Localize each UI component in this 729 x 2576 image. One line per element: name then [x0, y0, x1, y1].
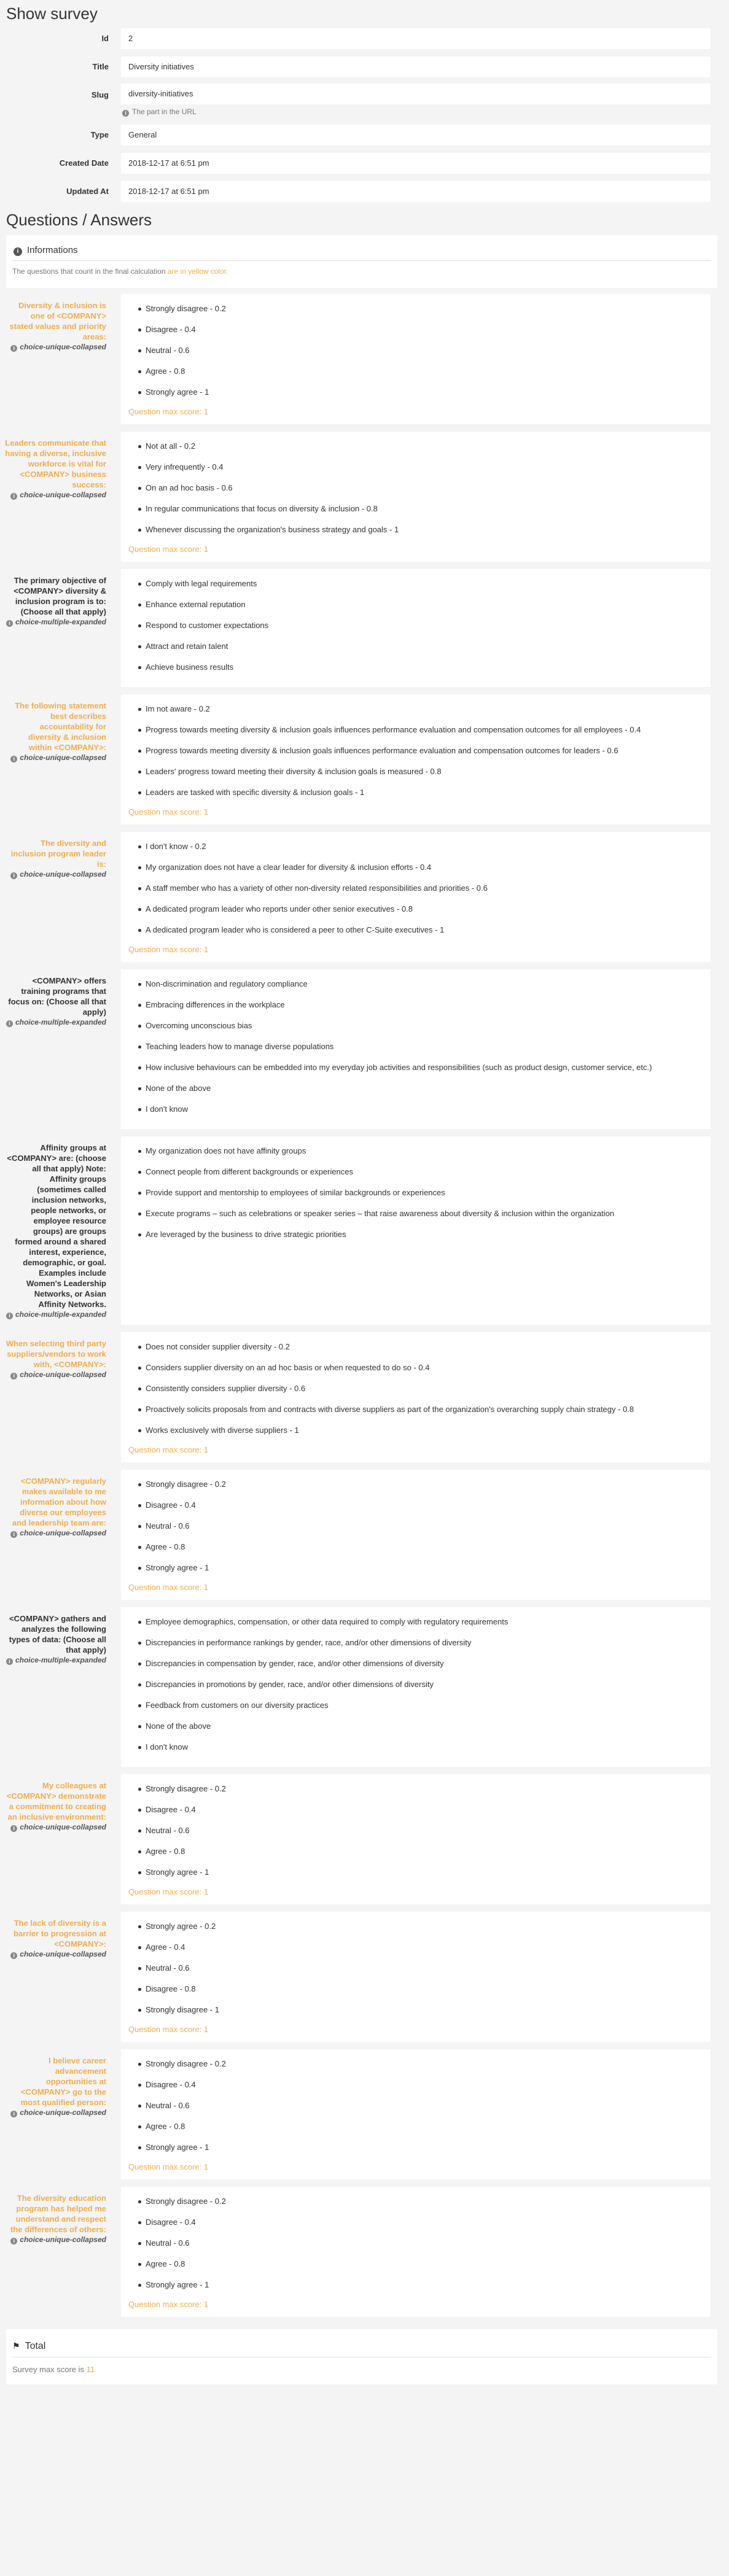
- answer-item: I don't know: [127, 1102, 704, 1123]
- question-row: [0, 294, 729, 424]
- answer-item: Provide support and mentorship to employees of similar backgrounds or experiences: [127, 1185, 704, 1206]
- answer-item: Strongly agree - 1: [127, 1865, 704, 1886]
- question-text: Leaders communicate that having a diverse, inclusive workforce is vital for <COMPANY> business success:: [5, 438, 106, 489]
- answer-item: Disagree - 0.4: [127, 322, 704, 343]
- question-type: [5, 1370, 106, 1380]
- field-row: [0, 180, 729, 203]
- question-type: [5, 2235, 106, 2245]
- question-max-score: Question max score: 1: [128, 2025, 209, 2034]
- answer-item: Strongly agree - 1: [127, 1561, 704, 1581]
- question-type-label: choice-unique-collapsed: [20, 2235, 106, 2244]
- answer-list: [127, 839, 704, 944]
- field-row: [0, 83, 729, 118]
- question-row: [0, 432, 729, 562]
- question-answers: [121, 1912, 711, 2042]
- answer-item: Attract and retain talent: [127, 639, 704, 660]
- answer-item: Discrepancies in compensation by gender, race, and/or other dimensions of diversity: [127, 1656, 704, 1677]
- question-text: <COMPANY> offers training programs that focus on: (Choose all that apply): [8, 976, 106, 1017]
- question-row: [0, 2049, 729, 2179]
- question-row: [0, 1607, 729, 1767]
- answer-list: [127, 301, 704, 406]
- question-answers: [121, 1774, 711, 1904]
- answer-list: [127, 977, 704, 1123]
- answer-item: Employee demographics, compensation, or other data required to comply with regulatory requirements: [127, 1615, 704, 1635]
- field-value: Diversity initiatives: [121, 56, 711, 77]
- question-max-score: Question max score: 1: [128, 2162, 209, 2171]
- question-max-score: Question max score: 1: [128, 1583, 209, 1592]
- question-row: [0, 1912, 729, 2042]
- question-text: Affinity groups at <COMPANY> are: (choose all that apply) Note: Affinity groups (sometimes called inclusion networks, people networks, or employee resource groups) are groups formed around a shared interest, experience, demographic, or goal. Examples include Women's Leadership Networks, or Asian Affinity Networks.: [7, 1143, 106, 1309]
- answer-item: Neutral - 0.6: [127, 2098, 704, 2119]
- answer-item: Agree - 0.8: [127, 364, 704, 385]
- answer-list: [127, 1782, 704, 1886]
- question-answers: [121, 294, 711, 424]
- info-icon: i: [10, 756, 17, 762]
- answer-list: [127, 1144, 704, 1248]
- info-heading: [12, 240, 711, 261]
- answer-item: Not at all - 0.2: [127, 439, 704, 460]
- section-title: Questions / Answers: [6, 211, 152, 229]
- answer-item: Whenever discussing the organization's business strategy and goals - 1: [127, 522, 704, 543]
- answer-item: Achieve business results: [127, 660, 704, 681]
- question-label: [0, 569, 121, 687]
- answer-item: Very infrequently - 0.4: [127, 460, 704, 481]
- answer-item: A dedicated program leader who reports under other senior executives - 0.8: [127, 902, 704, 923]
- field-hint-text: The part in the URL: [132, 107, 197, 116]
- answer-item: I don't know: [127, 1740, 704, 1761]
- question-answers: [121, 1332, 711, 1462]
- page-title: Show survey: [6, 4, 98, 23]
- question-type: [5, 1655, 106, 1666]
- answer-item: Im not aware - 0.2: [127, 702, 704, 723]
- question-type: [5, 490, 106, 500]
- info-icon: i: [10, 493, 17, 500]
- question-type-label: choice-multiple-expanded: [15, 1310, 106, 1319]
- question-answers: [121, 569, 711, 687]
- answer-item: Strongly disagree - 0.2: [127, 1782, 704, 1802]
- answer-item: How inclusive behaviours can be embedded into my everyday job activities and responsibilities (such as product design, customer service, etc.): [127, 1060, 704, 1081]
- answer-item: None of the above: [127, 1081, 704, 1102]
- answer-item: Strongly disagree - 0.2: [127, 1477, 704, 1498]
- question-answers: [121, 432, 711, 562]
- question-label: [0, 2187, 121, 2317]
- answer-item: Neutral - 0.6: [127, 343, 704, 364]
- question-row: [0, 1470, 729, 1600]
- field-row: [0, 123, 729, 146]
- question-answers: [121, 969, 711, 1129]
- answer-item: A dedicated program leader who is considered a peer to other C-Suite executives - 1: [127, 923, 704, 944]
- question-row: [0, 1332, 729, 1462]
- answer-item: Strongly disagree - 0.2: [127, 2194, 704, 2215]
- question-text: When selecting third party suppliers/vendors to work with, <COMPANY>:: [6, 1339, 106, 1369]
- total-value: 11: [86, 2365, 95, 2374]
- question-max-score: Question max score: 1: [128, 945, 209, 954]
- survey-fields: [0, 27, 729, 203]
- field-label: Type: [90, 130, 109, 139]
- answer-item: Agree - 0.8: [127, 1540, 704, 1561]
- answer-item: In regular communications that focus on diversity & inclusion - 0.8: [127, 502, 704, 522]
- info-icon: i: [10, 1531, 17, 1538]
- question-answers: [121, 2049, 711, 2179]
- questions-list: [0, 294, 729, 2317]
- question-text: <COMPANY> gathers and analyzes the following types of data: (Choose all that apply): [9, 1614, 106, 1655]
- info-icon: i: [14, 247, 22, 256]
- answer-list: [127, 1340, 704, 1444]
- question-type: [5, 869, 106, 880]
- answer-item: Execute programs – such as celebrations or speaker series – that raise awareness about diversity & inclusion within the organization: [127, 1206, 704, 1227]
- total-heading-label: Total: [25, 2341, 46, 2351]
- answer-item: Progress towards meeting diversity & inclusion goals influences performance evaluation and compensation outcomes for all employees - 0.4: [127, 723, 704, 743]
- question-row: [0, 969, 729, 1129]
- field-row: [0, 55, 729, 78]
- answer-item: Disagree - 0.8: [127, 1982, 704, 2003]
- info-panel: [6, 235, 717, 288]
- question-label: [0, 1607, 121, 1767]
- answer-item: Disagree - 0.4: [127, 2077, 704, 2098]
- question-max-score: Question max score: 1: [128, 807, 209, 817]
- question-type: [5, 1949, 106, 1960]
- info-icon: i: [10, 1825, 17, 1832]
- info-icon: i: [122, 110, 129, 117]
- question-row: [0, 569, 729, 687]
- question-label: [0, 2049, 121, 2179]
- answer-list: [127, 576, 704, 681]
- answer-item: Disagree - 0.4: [127, 1802, 704, 1823]
- answer-item: Strongly disagree - 0.2: [127, 2057, 704, 2077]
- question-max-score: Question max score: 1: [128, 1887, 209, 1896]
- answer-item: Strongly disagree - 0.2: [127, 301, 704, 322]
- question-type-label: choice-multiple-expanded: [15, 618, 106, 626]
- flag-icon: ⚑: [12, 2341, 20, 2351]
- answer-list: [127, 2194, 704, 2299]
- answer-item: Neutral - 0.6: [127, 1823, 704, 1844]
- answer-item: Considers supplier diversity on an ad hoc basis or when requested to do so - 0.4: [127, 1360, 704, 1381]
- field-row: [0, 27, 729, 50]
- field-row: [0, 152, 729, 174]
- question-row: [0, 1774, 729, 1904]
- question-type-label: choice-unique-collapsed: [20, 870, 106, 879]
- question-answers: [121, 1607, 711, 1767]
- answer-list: [127, 1919, 704, 2023]
- question-label: [0, 1136, 121, 1325]
- question-text: The diversity and inclusion program leader is:: [10, 839, 106, 869]
- question-text: The following statement best describes accountability for diversity & inclusion within <COMPANY>:: [15, 701, 106, 752]
- answer-item: Neutral - 0.6: [127, 1961, 704, 1982]
- answer-item: Works exclusively with diverse suppliers - 1: [127, 1423, 704, 1444]
- answer-item: None of the above: [127, 1719, 704, 1740]
- question-label: [0, 832, 121, 962]
- answer-item: Feedback from customers on our diversity practices: [127, 1698, 704, 1719]
- answer-item: Teaching leaders how to manage diverse populations: [127, 1039, 704, 1060]
- question-type-label: choice-unique-collapsed: [20, 753, 106, 762]
- answer-item: My organization does not have affinity groups: [127, 1144, 704, 1165]
- info-icon: i: [10, 345, 17, 352]
- info-icon: i: [10, 2111, 17, 2117]
- field-hint: [121, 104, 711, 117]
- total-panel: [6, 2329, 717, 2384]
- field-value: 2: [121, 28, 711, 49]
- question-text: The primary objective of <COMPANY> diversity & inclusion program is to: (Choose all that apply): [14, 576, 106, 616]
- question-type: [5, 1309, 106, 1320]
- question-type-label: choice-unique-collapsed: [20, 2108, 106, 2117]
- question-type-label: choice-multiple-expanded: [15, 1656, 106, 1664]
- answer-item: Proactively solicits proposals from and contracts with diverse suppliers as part of the organization's overarching supply chain strategy - 0.8: [127, 1402, 704, 1423]
- question-type-label: choice-unique-collapsed: [20, 1823, 106, 1831]
- answer-item: Disagree - 0.4: [127, 1498, 704, 1519]
- question-text: Diversity & inclusion is one of <COMPANY> stated values and priority areas:: [9, 301, 106, 341]
- question-max-score: Question max score: 1: [128, 2300, 209, 2309]
- question-type-label: choice-multiple-expanded: [15, 1018, 106, 1026]
- question-label: [0, 969, 121, 1129]
- question-label: [0, 1470, 121, 1600]
- answer-item: Strongly agree - 1: [127, 2278, 704, 2299]
- answer-item: Disagree - 0.4: [127, 2215, 704, 2236]
- info-icon: i: [10, 2238, 17, 2244]
- info-icon: i: [10, 1952, 17, 1959]
- question-row: [0, 832, 729, 962]
- answer-item: Neutral - 0.6: [127, 2236, 704, 2257]
- field-value: General: [121, 125, 711, 145]
- question-text: I believe career advancement opportunities at <COMPANY> go to the most qualified person:: [20, 2056, 106, 2107]
- field-label: Title: [92, 62, 109, 71]
- question-answers: [121, 694, 711, 824]
- question-type-label: choice-unique-collapsed: [20, 1950, 106, 1958]
- question-answers: [121, 1136, 711, 1325]
- answer-item: Agree - 0.8: [127, 2119, 704, 2140]
- info-icon: i: [6, 620, 13, 627]
- answer-item: Agree - 0.8: [127, 2257, 704, 2278]
- answer-item: Non-discrimination and regulatory compliance: [127, 977, 704, 998]
- answer-list: [127, 702, 704, 806]
- answer-item: Strongly disagree - 1: [127, 2003, 704, 2023]
- question-max-score: Question max score: 1: [128, 545, 209, 554]
- total-text: [12, 2357, 711, 2374]
- question-text: My colleagues at <COMPANY> demonstrate a commitment to creating an inclusive environment:: [6, 1781, 106, 1821]
- question-label: [0, 1332, 121, 1462]
- question-row: [0, 2187, 729, 2317]
- answer-item: Discrepancies in performance rankings by gender, race, and/or other dimensions of diversity: [127, 1635, 704, 1656]
- info-icon: i: [6, 1020, 13, 1027]
- info-text-prefix: The questions that count in the final calculation: [12, 267, 166, 276]
- question-type: [5, 753, 106, 763]
- question-label: [0, 294, 121, 424]
- question-answers: [121, 832, 711, 962]
- answer-item: Agree - 0.4: [127, 1940, 704, 1961]
- answer-item: Does not consider supplier diversity - 0.2: [127, 1340, 704, 1360]
- answer-list: [127, 1477, 704, 1581]
- answer-item: Are leveraged by the business to drive strategic priorities: [127, 1227, 704, 1248]
- info-heading-label: Informations: [27, 245, 78, 255]
- answer-item: Embracing differences in the workplace: [127, 998, 704, 1018]
- answer-list: [127, 2057, 704, 2161]
- question-row: [0, 694, 729, 824]
- question-type: [5, 2108, 106, 2118]
- question-answers: [121, 1470, 711, 1600]
- answer-list: [127, 439, 704, 543]
- question-type: [5, 617, 106, 627]
- question-type: [5, 1017, 106, 1028]
- answer-item: Strongly agree - 0.2: [127, 1919, 704, 1940]
- answer-item: I don't know - 0.2: [127, 839, 704, 860]
- question-label: [0, 432, 121, 562]
- question-label: [0, 1774, 121, 1904]
- question-text: The diversity education program has helped me understand and respect the differences of others:: [10, 2194, 106, 2234]
- answer-item: Strongly agree - 1: [127, 385, 704, 406]
- field-wrapper: [121, 83, 711, 117]
- question-type-label: choice-unique-collapsed: [20, 491, 106, 499]
- answer-item: Leaders are tasked with specific diversity & inclusion goals - 1: [127, 785, 704, 806]
- question-type-label: choice-unique-collapsed: [20, 343, 106, 351]
- field-value: 2018-12-17 at 6:51 pm: [121, 181, 711, 202]
- info-text-highlight: are in yellow color.: [167, 267, 228, 276]
- answer-item: Respond to customer expectations: [127, 618, 704, 639]
- question-type: [5, 342, 106, 352]
- answer-item: On an ad hoc basis - 0.6: [127, 481, 704, 502]
- field-label: Updated At: [66, 187, 109, 196]
- question-type-label: choice-unique-collapsed: [20, 1370, 106, 1379]
- answer-item: Connect people from different backgrounds or experiences: [127, 1165, 704, 1185]
- answer-item: Enhance external reputation: [127, 597, 704, 618]
- question-text: The lack of diversity is a barrier to progression at <COMPANY>:: [14, 1918, 106, 1949]
- answer-item: Leaders' progress toward meeting their diversity & inclusion goals is measured - 0.8: [127, 764, 704, 785]
- info-icon: i: [6, 1313, 13, 1319]
- question-label: [0, 694, 121, 824]
- answer-item: Comply with legal requirements: [127, 576, 704, 597]
- question-type-label: choice-unique-collapsed: [20, 1529, 106, 1537]
- total-text-prefix: Survey max score is: [12, 2365, 85, 2374]
- answer-list: [127, 1615, 704, 1761]
- answer-item: My organization does not have a clear leader for diversity & inclusion efforts - 0.4: [127, 860, 704, 881]
- question-row: [0, 1136, 729, 1325]
- answer-item: Agree - 0.8: [127, 1844, 704, 1865]
- field-label: Created Date: [59, 158, 109, 168]
- question-label: [0, 1912, 121, 2042]
- info-icon: i: [10, 872, 17, 879]
- answer-item: Neutral - 0.6: [127, 1519, 704, 1540]
- field-value: diversity-initiatives: [121, 83, 711, 104]
- answer-item: A staff member who has a variety of other non-diversity related responsibilities and priorities - 0.6: [127, 881, 704, 902]
- info-text: [12, 261, 711, 276]
- question-type: [5, 1528, 106, 1538]
- total-heading: [12, 2334, 711, 2357]
- question-answers: [121, 2187, 711, 2317]
- field-label: Id: [101, 34, 109, 43]
- answer-item: Strongly agree - 1: [127, 2140, 704, 2161]
- field-value: 2018-12-17 at 6:51 pm: [121, 153, 711, 174]
- question-type: [5, 1822, 106, 1833]
- info-icon: i: [10, 1373, 17, 1379]
- question-text: <COMPANY> regularly makes available to me information about how diverse our employees and leadership team are:: [12, 1476, 106, 1527]
- answer-item: Consistently considers supplier diversity - 0.6: [127, 1381, 704, 1402]
- question-max-score: Question max score: 1: [128, 407, 209, 416]
- answer-item: Discrepancies in promotions by gender, race, and/or other dimensions of diversity: [127, 1677, 704, 1698]
- answer-item: Progress towards meeting diversity & inclusion goals influences performance evaluation and compensation outcomes for leaders - 0.6: [127, 743, 704, 764]
- answer-item: Overcoming unconscious bias: [127, 1018, 704, 1039]
- info-icon: i: [6, 1658, 13, 1665]
- field-label: Slug: [91, 90, 109, 99]
- question-max-score: Question max score: 1: [128, 1445, 209, 1454]
